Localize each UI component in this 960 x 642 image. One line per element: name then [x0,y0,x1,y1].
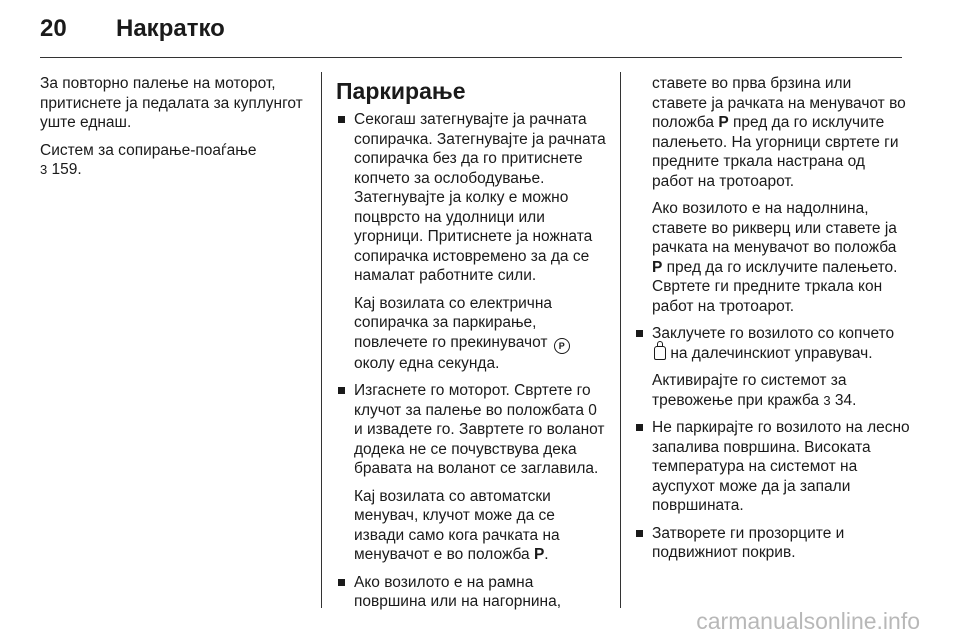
bullet-lock-vehicle [634,324,910,363]
watermark: carmanualsonline.info [696,608,920,634]
uphill-text: ставете во прва брзина или ставете ја рачката на менувачот во положба [652,75,906,131]
header-divider [40,57,902,58]
automatic-transmission-paragraph [336,487,608,565]
automatic-text: Кај возилата со автоматски менувач, клучот може да се извади само кога рачката на менувачот е во положба [354,487,560,563]
electric-brake-text: Кај возилата со електрична сопирачка за паркирање, повлечете го прекинувачот [354,294,553,351]
bullet-square-icon [636,330,643,337]
page-title: Накратко [116,15,225,42]
column-1 [40,74,312,188]
gear-position-p: P [718,114,729,131]
bullet-square-icon [338,579,345,586]
bullet-handbrake-text: Секогаш затегнувајте ја рачната сопирачка. Затегнувајте ја рачната сопирачка без да го притиснете копчето за ослободување. Затегнувајте ја колку е можно поцврсто на удолници или угорници. Притиснете ја ножната сопирачка истовремено за да се намалат работните сили. [354,111,606,284]
downhill-text: Ако возилото е на надолнина, ставете во рикверц или ставете ја рачката на менувачот во положба [652,200,897,256]
clutch-restart-paragraph: За повторно палење на моторот, притиснете ја педалата за куплунгот уште еднаш. [40,75,303,131]
stop-start-reference-paragraph [40,141,312,180]
column-3 [634,74,910,571]
lock-vehicle-text-end: на далечинскиот управувач. [670,344,873,362]
column-divider-2 [620,72,621,608]
section-heading-parking: Паркирање [336,78,466,104]
downhill-text-end: пред да го исклучите палењето. Свртете ги предните тркала кон работ на тротоарот. [652,258,898,315]
bullet-level-uphill [336,573,608,612]
uphill-continuation-paragraph [634,74,910,191]
gear-position-p: P [652,258,663,276]
bullet-flammable-surface [634,418,910,516]
page-number: 20 [40,15,67,42]
lock-button-icon [654,346,666,360]
column-divider-1 [321,72,322,608]
parking-brake-switch-icon: P [554,338,570,354]
downhill-paragraph [634,199,910,316]
automatic-text-end: . [544,546,549,563]
bullet-engine-off-text: Изгаснете го моторот. Свртете го клучот за палење во положбата 0 и извадете го. Завртете го воланот додека не се почувствува дека бравата на воланот се заглавила. [354,382,605,477]
bullet-close-windows-text: Затворете ги прозорците и подвижниот покрив. [652,524,845,561]
bullet-square-icon [338,116,345,123]
bullet-flammable-surface-text: Не паркирајте го возилото на лесно запалива површина. Високата температура на системот на ауспухот може да ја запали површината. [652,419,910,514]
bullet-handbrake [336,110,608,286]
bullet-close-windows [634,524,910,563]
uphill-text-end: пред да го исклучите палењето. На угорници свртете ги предните тркала настрана од работ на тротоарот. [652,114,899,190]
page-reference-arrow-icon: 3 [40,162,48,177]
bullet-square-icon [636,424,643,431]
anti-theft-text: Активирајте го системот за тревожење при кражба [652,372,847,409]
bullet-square-icon [338,387,345,394]
lock-vehicle-text: Заклучете го возилото со копчето [652,325,895,342]
bullet-square-icon [636,530,643,537]
electric-parking-brake-paragraph [336,294,608,374]
page-reference-number[interactable]: 34. [834,391,857,409]
stop-start-label: Систем за сопирање-поаѓање [40,141,257,159]
column-2 [336,74,608,620]
bullet-engine-off [336,381,608,479]
page-reference-number[interactable]: 159. [51,161,82,178]
page-reference-arrow-icon: 3 [823,392,831,408]
gear-position-p: P [533,546,545,563]
anti-theft-paragraph [634,371,910,410]
bullet-level-uphill-text: Ако возилото е на рамна површина или на нагорнина, [354,573,562,610]
electric-brake-text-end: околу една секунда. [354,354,500,372]
